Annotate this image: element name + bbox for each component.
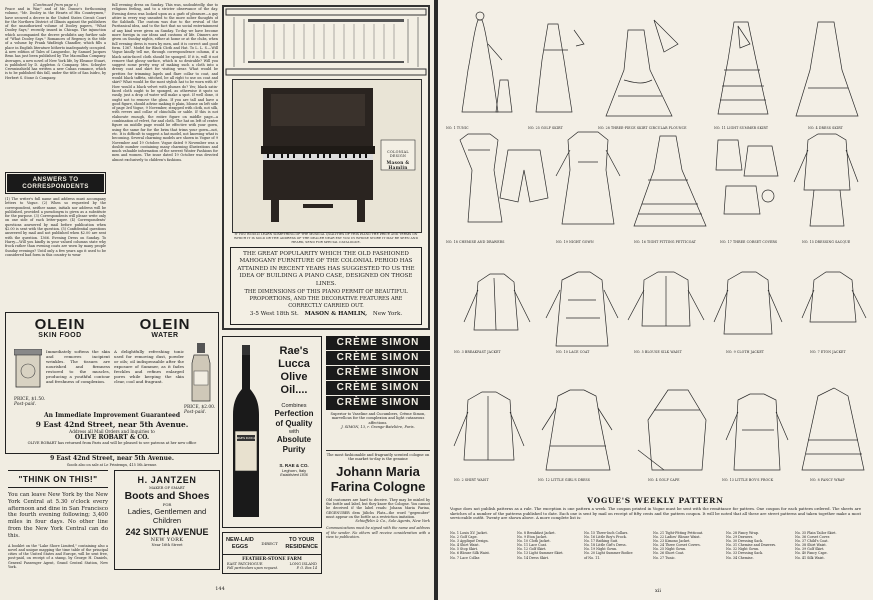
list-item: No. 27 Tunic. — [653, 555, 676, 560]
pattern-list-col-3 — [584, 531, 652, 560]
olein-right-title: OLEIN — [139, 316, 191, 333]
list-item: No. 33 Dressing Sack. — [726, 551, 764, 556]
raes-copy — [267, 345, 321, 477]
list-item: No. 10 Cloth Jacket. — [517, 539, 551, 544]
list-item: No. 14 Dress Skirt. — [517, 555, 550, 560]
three-piece-pattern-piece — [654, 20, 678, 52]
olein-address-2: 9 East 42nd Street, near 5th Avenue. — [50, 455, 174, 462]
list-item: No. 35 Plain Tailor Skirt. — [795, 531, 837, 535]
list-item: No. 5 Stop Skirt. — [450, 547, 479, 552]
raes-city: Leghorn, Italy — [281, 468, 307, 473]
creme-simon-desc: Superior to Vaseline and Cucumbers, Crème Simon, marvellous for the complexion and light cutaneous affections. — [330, 412, 426, 425]
creme-simon-banner-1: CRÈME SIMON — [326, 336, 430, 350]
eggs-mid: DIRECT — [261, 541, 278, 546]
shirt-waist-sketch — [454, 392, 524, 460]
right-page — [438, 0, 873, 600]
mason-hamlin-ad — [222, 5, 430, 330]
piano-address: 3-5 West 18th St. — [249, 311, 299, 318]
eggs-sub-2: EAST PATCHOGUE — [227, 562, 263, 566]
piano-signature — [234, 311, 418, 317]
caption-row4-3: NO. 4 GOLF CAPE — [648, 478, 680, 482]
list-item: No. 30 Dressing Sack. — [726, 539, 764, 544]
ornamental-frieze-icon — [224, 7, 428, 77]
jantzen-address: 242 SIXTH AVENUE — [125, 527, 209, 537]
pattern-list-col-6 — [795, 531, 861, 560]
list-item: No. 31 Chemise and Drawers. — [726, 543, 777, 548]
continued-note: (Continued from page v.) — [32, 3, 79, 7]
golf-cape-sketch — [638, 390, 706, 470]
right-page-number: xii — [654, 588, 662, 594]
olein-guarantee: An Immediate Improvement Guaranteed — [43, 412, 181, 419]
eggs-right-2: RESIDENCE — [285, 543, 318, 550]
caption-row3-3: NO. 5 BLOUSE SILK WAIST — [634, 350, 682, 354]
olein-left-price-block — [14, 397, 45, 407]
list-item: No. 13 Light Summer Skirt. — [517, 551, 564, 556]
list-item: No. 38 Shirt Waist. — [795, 543, 827, 548]
creme-simon-banner-5: CRÈME SIMON — [326, 396, 430, 410]
caption-row2-4: NO. 17 THREE CORSET COVERS — [720, 240, 778, 244]
list-item: No. 24 Three Corset Covers. — [653, 543, 701, 548]
olein-returned: OLIVE ROBART has returned from Paris and will be pleased to see patrons at her new office — [27, 441, 197, 445]
tunic-pattern-piece — [496, 80, 512, 112]
pattern-list-col-1 — [450, 531, 516, 560]
caption-row3-2: NO. 10 LACE COAT — [556, 350, 590, 354]
caption-row2-3: NO. 16 TIGHT FITTING PETTICOAT — [634, 240, 696, 244]
corset-cover-sketch — [716, 140, 778, 214]
list-item: No. 20 Light Summer Bodice — [584, 551, 633, 556]
answers-text: (1) The writer's full name and address must accompany letters to Vogue. (2) When so requested by the correspondent, neither name, initials nor address will be published, provided a pseudonym is given as a substitute for the purpose. (3) Correspondents will please write only on one side of each letter-paper. (4) Correspondents' questions answered by mail before publication when $2.00 is sent with the question. (5) Confidential questions answered by mail and not published when $2.00 are sent with the question. 1366. Evening Dress on Sunday. To Harry.—Will you kindly in your valued columns state why frock rather than evening coats are worn by many people Sunday evenings? Until only a few years ago it used to be considered bad form in this country to wear — [5, 197, 106, 257]
caption-row1-3: NO. 28 THREE-PIECE SKIRT CIRCULAR FLOUNCE — [598, 126, 687, 130]
list-item: No. 26 Short Coat. — [653, 551, 685, 556]
piano-body-upper: THE GREAT POPULARITY WHICH THE OLD FASHIONED MAHOGANY FURNITURE OF THE COLONIAL PERIOD HAS ATTAINED IN RECENT YEARS HAS SUGGESTED TO US THE IDEA OF BUILDING A PIANO CASE, DESIGNED ON THOSE LINES. — [237, 251, 415, 287]
olein-orders: Address all Mail Orders and Inquiries to — [69, 429, 155, 434]
olein-right-price: PRICE, $2.00. — [184, 405, 216, 410]
list-item: No. 18 Little Girl's Dress. — [584, 543, 627, 548]
list-item: No. 34 Chemise. — [726, 555, 754, 560]
creme-simon-banner-4: CRÈME SIMON — [326, 381, 430, 395]
answers-heading: ANSWERS TO CORRESPONDENTS — [7, 174, 104, 192]
list-item: No. 3 Appliqué Design. — [450, 539, 489, 544]
piano-copy-box — [230, 247, 422, 325]
caption-row3-5: NO. 7 ETON JACKET — [810, 350, 846, 354]
golf-skirt-sketch — [536, 24, 584, 112]
olive-oil-bottle-icon — [231, 345, 261, 521]
tunic-sketch — [462, 12, 502, 112]
raes-absolute: Absolute — [276, 435, 312, 444]
raes-line-3: Olive — [280, 371, 308, 383]
dressing-sacque-sketch — [794, 134, 858, 226]
raes-quality-1: Perfection — [274, 409, 314, 418]
list-item: No. 15 Three-Inch Collars. — [584, 531, 629, 535]
list-item: No. 37 Child's Coat. — [795, 539, 829, 544]
eggs-left-1: NEW-LAID — [226, 537, 254, 544]
olein-water-bottle-icon — [188, 343, 214, 403]
caption-row4-5: NO. 8 FANCY WRAP — [810, 478, 845, 482]
featherstone-farm-ad — [222, 532, 322, 574]
literary-notes-text: Peace and in War," and of Mr. Dunne's forthcoming volume, "Mr. Dooley in the Hearts of His Countrymen," have secured a decree in the United States Circuit Court for the Northern District of Illinois against the publishers of the unauthorized volume of Dooley papers, "What Dooley Says," recently issued in Chicago. The injunction which accompanied the decree prohibits any further sale of "What Dooley Says." Romances of Regency is the title of a volume by Frank Wadleigh Chandler, which fills a place in English literature hitherto inadequately occupied. A new edition of Tales of Languedoc, by Samuel Jacques Brun has just been published by The Macmillan Company. Averages, a new novel of New York life, by Eleanor Stuart, is published by D. Appleton & Company. Mrs. Schuyler Crowninshield has written a new Cuban romance, which is to be published this fall, under the title of San Isidro, by Herbert S. Stone & Company. — [5, 7, 106, 80]
raes-est: Established 1836 — [280, 473, 308, 477]
night-gown-sketch — [556, 132, 620, 224]
pattern-list-col-5 — [726, 531, 794, 560]
caption-row1-5: NO. 4 DRESS SKIRT — [808, 126, 843, 130]
plaque-line-1: COLONIAL DESIGN — [387, 150, 409, 158]
left-column-2 — [112, 3, 218, 303]
raes-line-2: Lucca — [278, 358, 310, 370]
olein-ad — [5, 312, 219, 454]
dress-skirt-sketch — [796, 22, 858, 116]
answers-heading-box — [5, 172, 106, 194]
list-item: No. 25 Night Gown. — [653, 547, 687, 552]
caption-row1-1: NO. 1 TUNIC — [446, 126, 469, 130]
list-item: No. 39 Golf Skirt. — [795, 547, 825, 552]
farina-body: Old customers are hard to deceive. They may be misled by the bottle and label, but they know the Cologne. You cannot be deceived if the label reads: Johann Maria Farina, GEGENUBER dem Jülichs Platz—the word "gegenuber" must appear on the bottle as a restriction imitation. — [326, 497, 430, 519]
olein-right-sub: WATER — [151, 332, 179, 339]
list-item: No. 7 Lace Collar. — [450, 555, 480, 560]
list-item: No. 12 Golf Skirt. — [517, 547, 547, 552]
eggs-right — [285, 537, 318, 550]
list-item: No. 32 Night Gown. — [726, 547, 760, 552]
little-girls-dress-sketch — [542, 390, 612, 470]
raes-line-1: Rae's — [279, 345, 309, 357]
drawers-sketch — [500, 150, 548, 202]
farina-note: Communications must be signed with the name and address of the sender. No others will receive consideration with a view to publication. — [326, 526, 430, 539]
blouse-silk-waist-sketch — [628, 272, 704, 326]
correspondence-text: full evening dress on Sunday. This was, undoubtedly, due to religious feeling, and to a stricter observance of the day. Evening dress was looked upon as a garb of pleasure—a gay attire in every way unsuited to the more sober thoughts of the Sabbath. The custom was due to the revival of the Puritanical idea, and to the fact that no social entertainment of any kind were given on Sunday. To-day we have become more foreign in our ideas and customs of life. Dinners are given on Sunday nights, either at home or at the clubs, when full evening dress is worn by men, and it is correct and good form. 1367. Model for Black Cloth and Hat. To L. L. S.—Will Vogue kindly tell me, through correspondence column, if a black satin-faced cloth should be sponged. If it is, will it not remove that glossy surface, which is so desirable? Will you suggest some pretty way of making such a cloth into a dressy coat and skirt for visiting wear. What would be pretties for trimming lapels and flare collar to coat, and would black taffeta, stitched, be all right to use on coat and skirt? What would be the most stylish hat to be worn with it? How would a black velvet with plumes do? Yes; black satin-faced cloth ought to be sponged, as otherwise it spots so easily, just a drop of water will make a spot. If well done, it ought not to remove the gloss. If you are tall and have a good figure, should advise making it plain, blouse on left side of page 3rd Vogue, 9 November, strapped with cloth, not silk, with revers and collar of chinchilla or sable. If this is not elaborate enough, the entire figure on middle page—a combination of velvet, fur and cloth. The hat on left of centre figure on middle page would be effective with your gown, using the same fur for the brim that trims your gown—not, etc. It is difficult to suggest a hat model, not knowing what is becoming. Several charming models are shown in Vogue of 9 November and 19 October. Vogue dated 9 November was a double number containing many charming illustrations and much valuable information of the newest Winter Fashions for men and women. The issue dated 19 October was devoted almost exclusively to children's fashions. — [112, 3, 218, 162]
list-item: No. 28 Fancy Wrap. — [726, 531, 760, 535]
cloth-jacket-sketch — [714, 272, 782, 334]
caption-row2-2: NO. 19 NIGHT GOWN — [556, 240, 594, 244]
weekly-pattern-title: VOGUE'S WEEKLY PATTERN — [587, 496, 724, 505]
list-item: No. 21 Tight-Fitting Petticoat. — [653, 531, 704, 535]
creme-simon-banner-2: CRÈME SIMON — [326, 351, 430, 365]
caption-row2-1: NO. 18 CHEMISE AND DRAWERS — [446, 240, 505, 244]
olein-left-price: PRICE, $1.50. — [14, 397, 46, 402]
three-piece-skirt-sketch — [606, 30, 672, 116]
olein-left-desc: Immediately softens the skin and removes incipient wrinkles. The tissues are nourished and firmness restored to the muscles, producing a youthful contour and freshness of complexion. — [46, 349, 110, 384]
creme-simon-ad — [326, 336, 430, 446]
think-body: You can leave New York by the New York Central at 5.30 o'clock every afternoon and dine in San Francisco the fourth evening following; 3,400 miles in four days. No other line from the New York Central can do this. — [8, 492, 108, 539]
list-item: No. 9 Eton Jacket. — [517, 535, 548, 540]
piano-body-lower: THE DIMENSIONS OF THIS PIANO PERMIT OF BEAUTIFUL PROPORTIONS, AND THE DECORATIVE FEATURES ARE CORRECTLY CARRIED OUT. — [244, 289, 408, 309]
think-footnote: A booklet on the "Lake Shore Limited," containing also a novel and unique mapping the time table of the principal cities of the United States and Europe, will be sent free, post-paid, on receipt of a stamp, by George H. Daniels, General Passenger Agent, Grand Central Station, New York. — [8, 543, 108, 570]
list-item: No. 17 Bathing Suit. — [584, 539, 619, 544]
little-boys-frock-sketch — [726, 394, 788, 470]
caption-row4-4: NO. 13 LITTLE BOY'S FROCK — [722, 478, 774, 482]
raes-olive-oil-ad — [222, 336, 322, 528]
list-item: No. 36 Corset Cover. — [795, 535, 830, 540]
caption-row4-1: NO. 2 SHIRT WAIST — [454, 478, 489, 482]
jantzen-near: Near 16th Street — [151, 543, 183, 547]
olein-left-sub: SKIN FOOD — [38, 332, 82, 339]
jantzen-copy — [115, 471, 219, 547]
colonial-design-plaque — [379, 150, 417, 170]
eggs-sub-3: LONG ISLAND — [289, 562, 317, 566]
list-item: No. 8 Breakfast Jacket. — [517, 531, 556, 535]
farina-agent: Schieffelin & Co., Sole Agents, New York — [355, 519, 430, 524]
list-item: No. 23 Kimono Jacket. — [653, 539, 691, 544]
raes-line-4: Oil.... — [280, 384, 308, 396]
list-item: No. 2 Golf Cape. — [450, 535, 478, 540]
new-york-central-ad — [8, 470, 108, 595]
caption-row3-4: NO. 9 CLOTH JACKET — [726, 350, 765, 354]
left-column-1 — [5, 3, 106, 303]
creme-simon-maker: J. SIMON, 13, r. Grange-Batelière, Paris. — [341, 425, 415, 430]
light-summer-skirt-sketch — [718, 22, 768, 114]
list-item: No. 41 Silk Waist. — [795, 555, 825, 560]
list-item: No. 19 Night Gown. — [584, 547, 618, 552]
olein-firm: OLIVE ROBART & CO. — [74, 434, 150, 441]
eggs-farm: FEATHER-STONE FARM — [242, 557, 302, 562]
olein-right-desc: A delightfully refreshing tonic used for removing dust, powder or oils; oil indispensable after the exposure of Summer, as it fades freckles and refines enlarged pores while keeping the skin clear, cool and fragrant. — [114, 349, 184, 384]
piano-caption: IT YOU WOULD LEARN SOMETHING OF THE MUSICAL QUALITIES OF THIS PIANO THE PRICE AND TERMS ON WHICH IT IS SOLD OR THE ADDRESS OF THE DEALER NEAR EST YOU IN WHOSE STORE IT MAY BE SEEN AND HEARD, SEND FOR SPECIAL CATALOGUE. — [234, 232, 418, 244]
caption-row1-2: NO. 25 GOLF SKIRT — [528, 126, 563, 130]
list-item: No. 4 Shirt Waist. — [450, 543, 480, 548]
list-item: No. 22 Ladies' Blouse Waist. — [653, 535, 701, 540]
farina-name-2: Farina Cologne — [330, 478, 426, 494]
creme-simon-banner-3: CRÈME SIMON — [326, 366, 430, 380]
jantzen-ad — [114, 470, 220, 570]
piano-city: New York. — [372, 311, 403, 318]
olein-water-block — [114, 317, 216, 339]
eggs-right-1: TO YOUR — [289, 537, 315, 544]
raes-quality-2: of Quality — [275, 419, 313, 428]
olein-address: 9 East 42nd Street, near 5th Avenue. — [35, 420, 189, 429]
olein-skin-food-block — [10, 317, 110, 339]
caption-row2-5: NO. 15 DRESSING SACQUE — [802, 240, 851, 244]
plaque-line-2: Mason & Hamlin — [386, 160, 410, 170]
olein-left-price-note: Post-paid. — [14, 402, 36, 407]
caption-row3-1: NO. 3 BREAKFAST JACKET — [454, 350, 501, 354]
pattern-list-col-4 — [653, 531, 725, 560]
pattern-list-col-2 — [517, 531, 583, 560]
jantzen-for: FOR — [162, 502, 172, 507]
list-item: No. 29 Drawers. — [726, 535, 754, 540]
left-page-number: 144 — [215, 586, 225, 592]
piano-brand: MASON & HAMLIN, — [304, 311, 368, 318]
list-item: No. 11 Lace Coat. — [517, 543, 547, 548]
breakfast-jacket-sketch — [464, 274, 530, 330]
eggs-left — [226, 537, 254, 550]
left-page — [0, 0, 434, 600]
eton-jacket-sketch — [802, 272, 866, 322]
eggs-left-2: EGGS — [231, 543, 249, 550]
jantzen-maker: MAKER OF SMART — [149, 486, 185, 490]
raes-maker: S. RAE & CO. — [279, 463, 309, 468]
list-item: No. 6 Blouse Silk Waist. — [450, 551, 490, 556]
pattern-sketches — [438, 0, 873, 512]
list-item: No. 40 Fancy Cape. — [795, 551, 828, 556]
caption-row4-2: NO. 12 LITTLE GIRL'S DRESS — [538, 478, 591, 482]
chemise-sketch — [460, 134, 502, 222]
list-item: No. 16 Little Boy's Frock. — [584, 535, 627, 540]
skin-food-jar-icon — [14, 349, 42, 389]
fancy-wrap-sketch — [802, 388, 864, 470]
pattern-list — [450, 531, 861, 560]
jantzen-name: H. JANTZEN — [137, 475, 197, 485]
piano-illustration-frame — [232, 79, 422, 233]
raes-combines: Combines — [281, 403, 307, 409]
olein-right-price-note: Post-paid. — [184, 410, 206, 415]
petticoat-sketch — [634, 136, 706, 226]
olein-goods-note: Goods also on sale at Le Printemps, 415 5th Avenue. — [66, 463, 158, 467]
olein-left-title: OLEIN — [34, 316, 86, 333]
list-item: No. 1 Louis XV. Jacket. — [450, 531, 488, 535]
eggs-po: P. O. Box 14 — [296, 566, 317, 570]
jantzen-audience: Ladies, Gentlemen and Children — [127, 507, 207, 525]
eggs-note-row — [223, 566, 321, 570]
farina-intro: The most fashionable and fragrantly scented cologne on the market to-day is the genuine — [326, 453, 430, 462]
lace-coat-sketch — [546, 272, 618, 346]
bottle-label: RAE'S LUCCA — [236, 437, 256, 440]
weekly-pattern-intro: Vogue does not publish patterns as a rule. The exception is one pattern a week. The coupon printed in Vogue must be sent with the remittance for pattern. One coupon for each pattern ordered. The sheets are sketches of a number of the patterns published to date. Each one is sent by mail on receipt of fifty cents and the pattern coupon. It will be noted that all these are street patterns and taken together make a most serviceable outfit. Twenty are shown above. A more complete list is: — [450, 506, 861, 521]
jantzen-city: NEW YORK — [150, 537, 184, 543]
list-item: of No. 11. — [584, 555, 601, 560]
caption-row1-4: NO. 11 LIGHT SUMMER SKIRT — [714, 126, 769, 130]
farina-cologne-ad — [326, 450, 430, 568]
raes-with: with — [289, 429, 299, 435]
raes-purity: Purity — [282, 445, 306, 454]
jantzen-product: Boots and Shoes — [124, 491, 210, 502]
eggs-note: Fall particulars upon request. — [227, 566, 279, 570]
farina-name-1: Johann Maria — [336, 463, 420, 479]
eggs-headline-row — [223, 533, 321, 555]
think-title: "THINK ON THIS!" — [8, 470, 108, 488]
summer-skirt-piece — [738, 26, 750, 48]
